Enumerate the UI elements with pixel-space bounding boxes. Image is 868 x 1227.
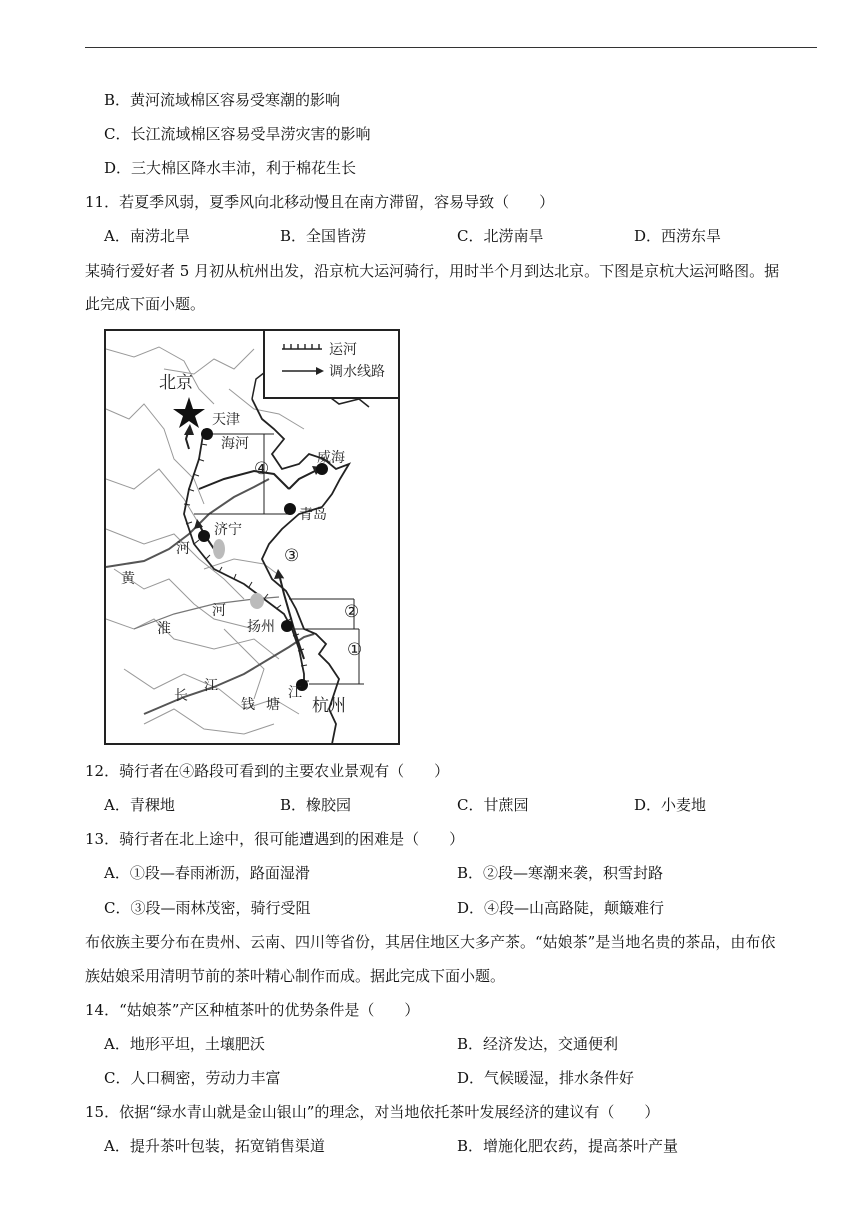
segment-3-label: ③: [284, 546, 300, 566]
river-label: 江: [204, 678, 218, 694]
river-label: 淮: [157, 621, 171, 637]
q12-option-c: C．甘蔗园: [457, 796, 529, 814]
prev-option-b: B．黄河流域棉区容易受寒潮的影响: [104, 91, 341, 109]
river-label: 钱: [241, 697, 255, 713]
city-yangzhou: 扬州: [247, 619, 275, 635]
river-label: 黄: [121, 571, 135, 587]
city-weihai: 威海: [317, 450, 345, 466]
grand-canal-map: [104, 329, 400, 745]
q13-option-a: A．①段—春雨淅沥，路面湿滑: [104, 864, 310, 882]
passage1-line1: 某骑行爱好者 5 月初从杭州出发，沿京杭大运河骑行，用时半个月到达北京。下图是京杭大运河略图。据: [85, 262, 780, 280]
q14-option-d: D．气候暖湿，排水条件好: [457, 1069, 635, 1087]
q13-option-b: B．②段—寒潮来袭，积雪封路: [457, 864, 664, 882]
river-label: 塘: [266, 697, 280, 713]
passage2-line1: 布依族主要分布在贵州、云南、四川等省份，其居住地区大多产茶。“姑娘茶”是当地名贵的茶品，由布依: [85, 933, 776, 951]
city-jining: 济宁: [214, 522, 242, 538]
segment-1-label: ①: [347, 640, 363, 660]
city-qingdao: 青岛: [299, 507, 327, 523]
prev-option-c: C．长江流域棉区容易受旱涝灾害的影响: [104, 125, 371, 143]
q12-option-d: D．小麦地: [634, 796, 707, 814]
q11-option-b: B．全国皆涝: [280, 227, 367, 245]
q14-option-a: A．地形平坦，土壤肥沃: [104, 1035, 265, 1053]
city-beijing: 北京: [159, 373, 193, 393]
city-haihe: 海河: [221, 436, 249, 452]
city-dot-icon: [281, 620, 293, 632]
river-label: 江: [288, 685, 302, 701]
q11-option-a: A．南涝北旱: [104, 227, 190, 245]
q14-stem: 14．“姑娘茶”产区种植茶叶的优势条件是（ ）: [85, 1001, 420, 1019]
legend-route-label: 调水线路: [329, 364, 385, 380]
city-dot-icon: [201, 428, 213, 440]
q15-stem: 15．依据“绿水青山就是金山银山”的理念，对当地依托茶叶发展经济的建议有（ ）: [85, 1103, 660, 1121]
q15-option-a: A．提升茶叶包装，拓宽销售渠道: [104, 1137, 325, 1155]
lake-shape: [213, 539, 225, 559]
q14-option-b: B．经济发达，交通便利: [457, 1035, 619, 1053]
q15-option-b: B．增施化肥农药，提高茶叶产量: [457, 1137, 679, 1155]
q12-option-a: A．青稞地: [104, 796, 175, 814]
prev-option-d: D．三大棉区降水丰沛，利于棉花生长: [104, 159, 357, 177]
city-dot-icon: [284, 503, 296, 515]
q13-option-c: C．③段—雨林茂密，骑行受阻: [104, 899, 311, 917]
q12-option-b: B．橡胶园: [280, 796, 352, 814]
header-rule: [85, 47, 817, 48]
legend-canal-label: 运河: [329, 342, 357, 358]
passage2-line2: 族姑娘采用清明节前的茶叶精心制作而成。据此完成下面小题。: [85, 967, 506, 985]
river-label: 长: [174, 688, 188, 704]
q12-stem: 12．骑行者在④路段可看到的主要农业景观有（ ）: [85, 762, 450, 780]
city-tianjin: 天津: [212, 412, 240, 428]
q13-stem: 13．骑行者在北上途中，很可能遭遇到的困难是（ ）: [85, 830, 465, 848]
lake-shape: [250, 593, 264, 609]
city-dot-icon: [198, 530, 210, 542]
q13-option-d: D．④段—山高路陡，颠簸难行: [457, 899, 665, 917]
river-label: 河: [176, 541, 190, 557]
q11-option-c: C．北涝南旱: [457, 227, 544, 245]
city-hangzhou: 杭州: [312, 696, 346, 716]
q11-option-d: D．西涝东旱: [634, 227, 722, 245]
segment-2-label: ②: [344, 602, 360, 622]
q14-option-c: C．人口稠密，劳动力丰富: [104, 1069, 281, 1087]
q11-stem: 11．若夏季风弱，夏季风向北移动慢且在南方滞留，容易导致（ ）: [85, 193, 555, 211]
river-label: 河: [212, 603, 226, 619]
segment-4-label: ④: [254, 459, 270, 479]
passage1-line2: 此完成下面小题。: [85, 295, 206, 313]
